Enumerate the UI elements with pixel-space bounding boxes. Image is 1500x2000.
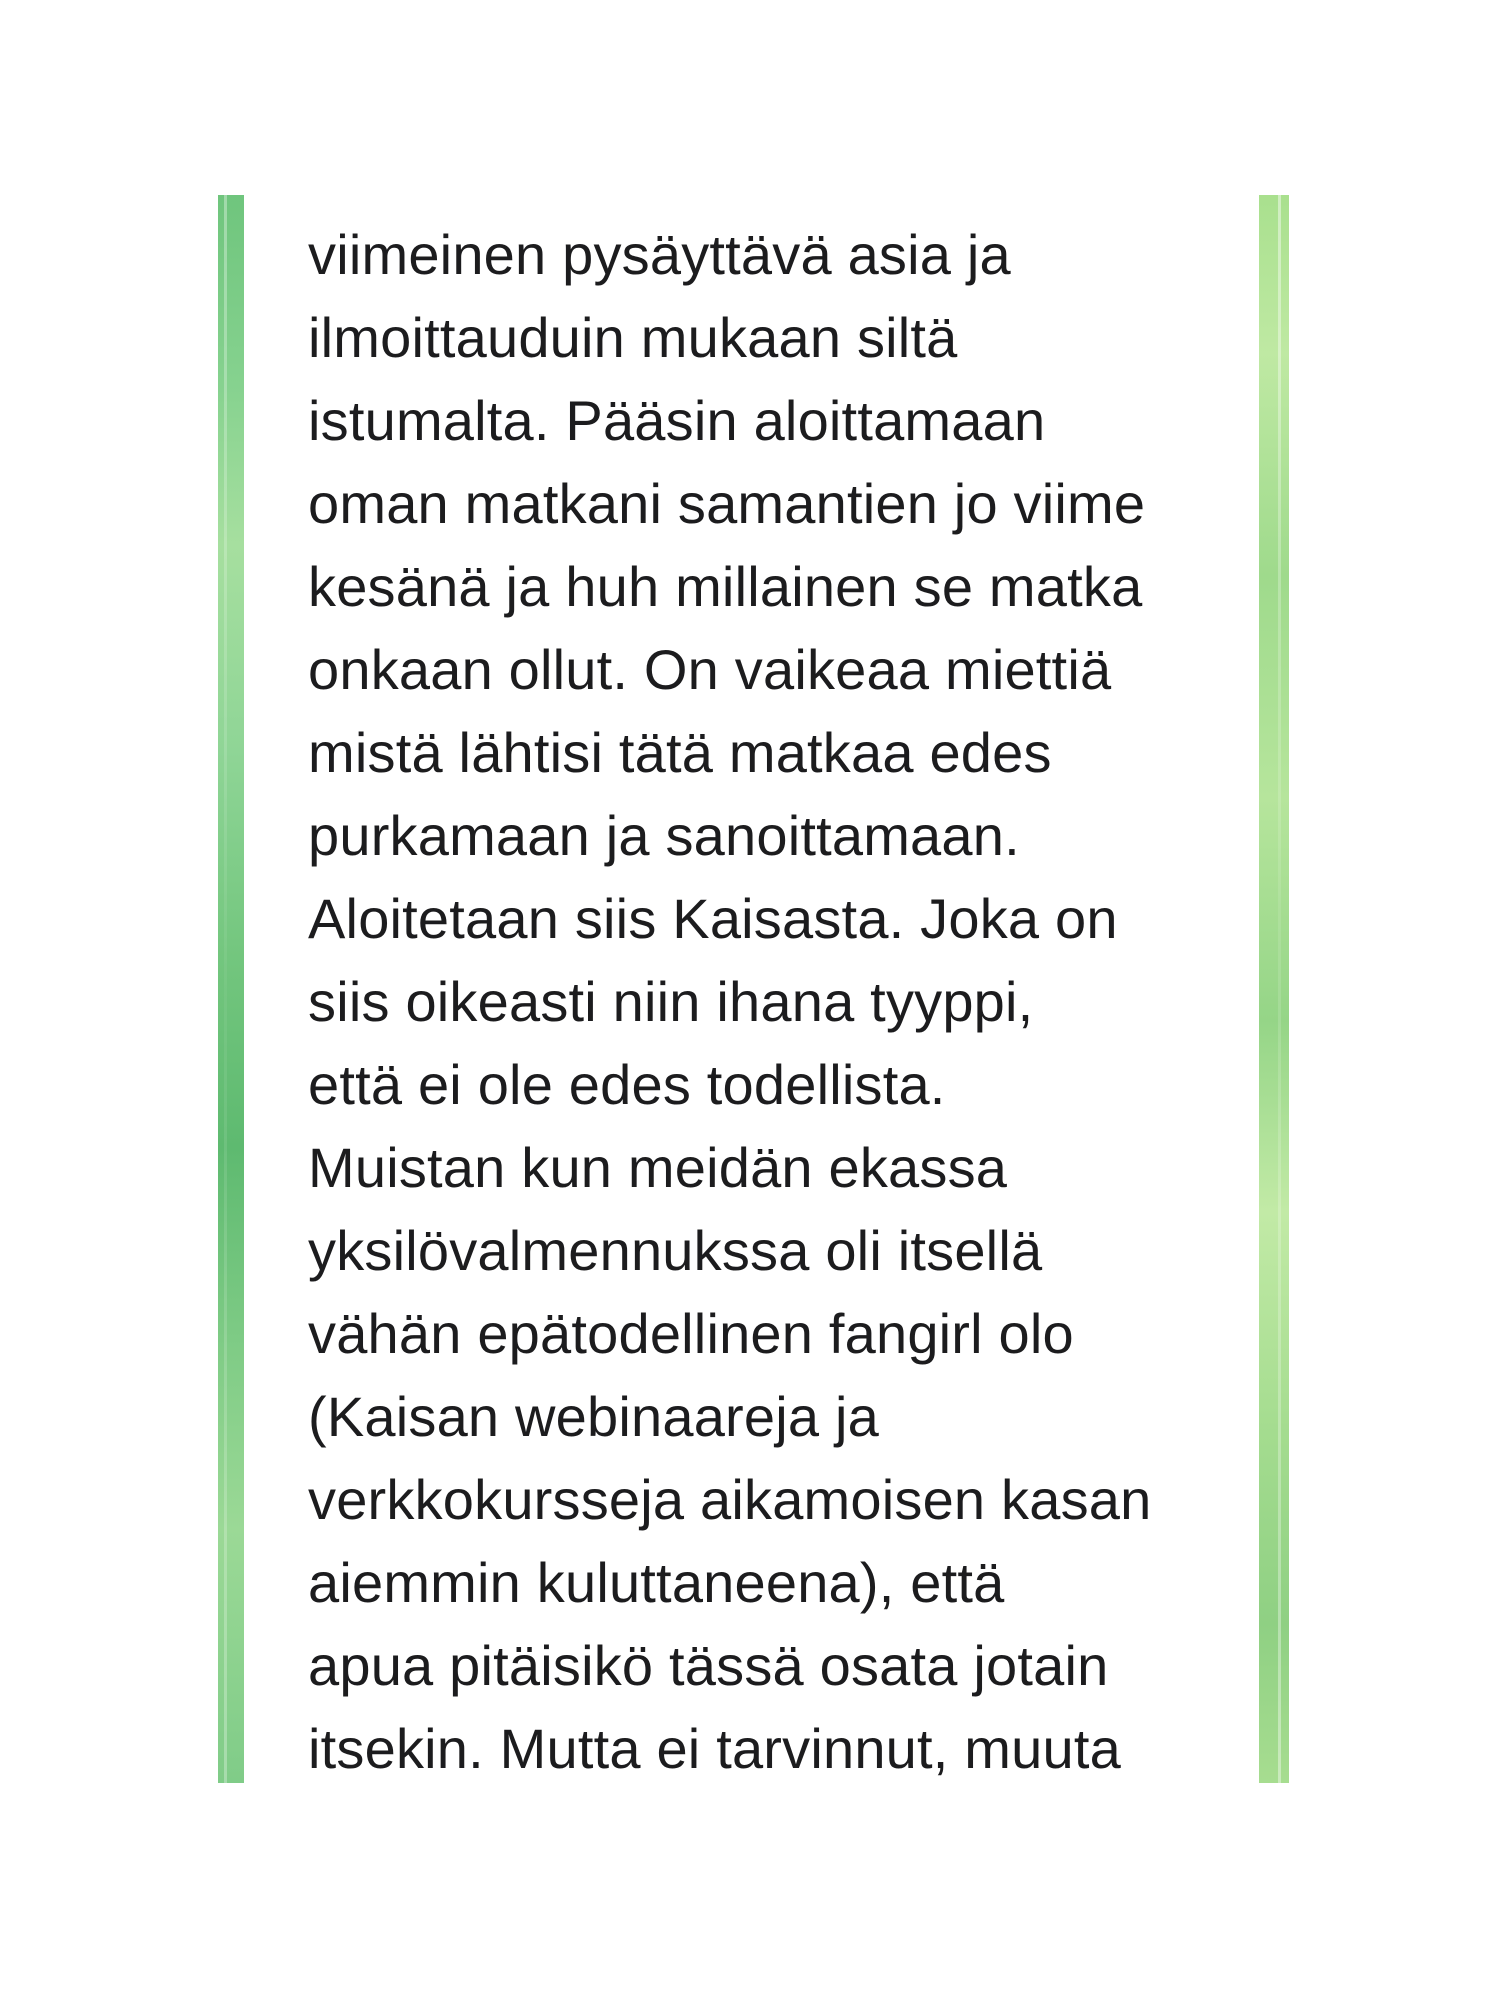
message-line: apua pitäisikö tässä osata jotain (308, 1634, 1109, 1697)
message-line: aiemmin kuluttaneena), että (308, 1551, 1005, 1614)
message-line: mistä lähtisi tätä matkaa edes (308, 721, 1052, 784)
message-line: Aloitetaan siis Kaisasta. Joka on (308, 887, 1118, 950)
message-bubble[interactable] (244, 195, 1259, 1783)
message-line: (Kaisan webinaareja ja (308, 1385, 879, 1448)
message-line: vähän epätodellinen fangirl olo (308, 1302, 1074, 1365)
message-line: viimeinen pysäyttävä asia ja (308, 223, 1011, 286)
message-line: itsekin. Mutta ei tarvinnut, muuta (308, 1717, 1121, 1780)
message-screenshot (218, 195, 1289, 1783)
message-line: yksilövalmennukssa oli itsellä (308, 1219, 1043, 1282)
message-line: oman matkani samantien jo viime (308, 472, 1146, 535)
message-line: siis oikeasti niin ihana tyyppi, (308, 970, 1034, 1033)
message-line: ilmoittauduin mukaan siltä (308, 306, 958, 369)
message-line: verkkokursseja aikamoisen kasan (308, 1468, 1152, 1531)
wallpaper-left-edge (218, 195, 244, 1783)
message-line: purkamaan ja sanoittamaan. (308, 804, 1020, 867)
message-line: istumalta. Pääsin aloittamaan (308, 389, 1046, 452)
message-line: että ei ole edes todellista. (308, 1053, 946, 1116)
message-line: kesänä ja huh millainen se matka (308, 555, 1143, 618)
message-line: onkaan ollut. On vaikeaa miettiä (308, 638, 1112, 701)
message-text (308, 213, 1151, 1783)
message-line: Muistan kun meidän ekassa (308, 1136, 1008, 1199)
wallpaper-right-edge (1259, 195, 1289, 1783)
